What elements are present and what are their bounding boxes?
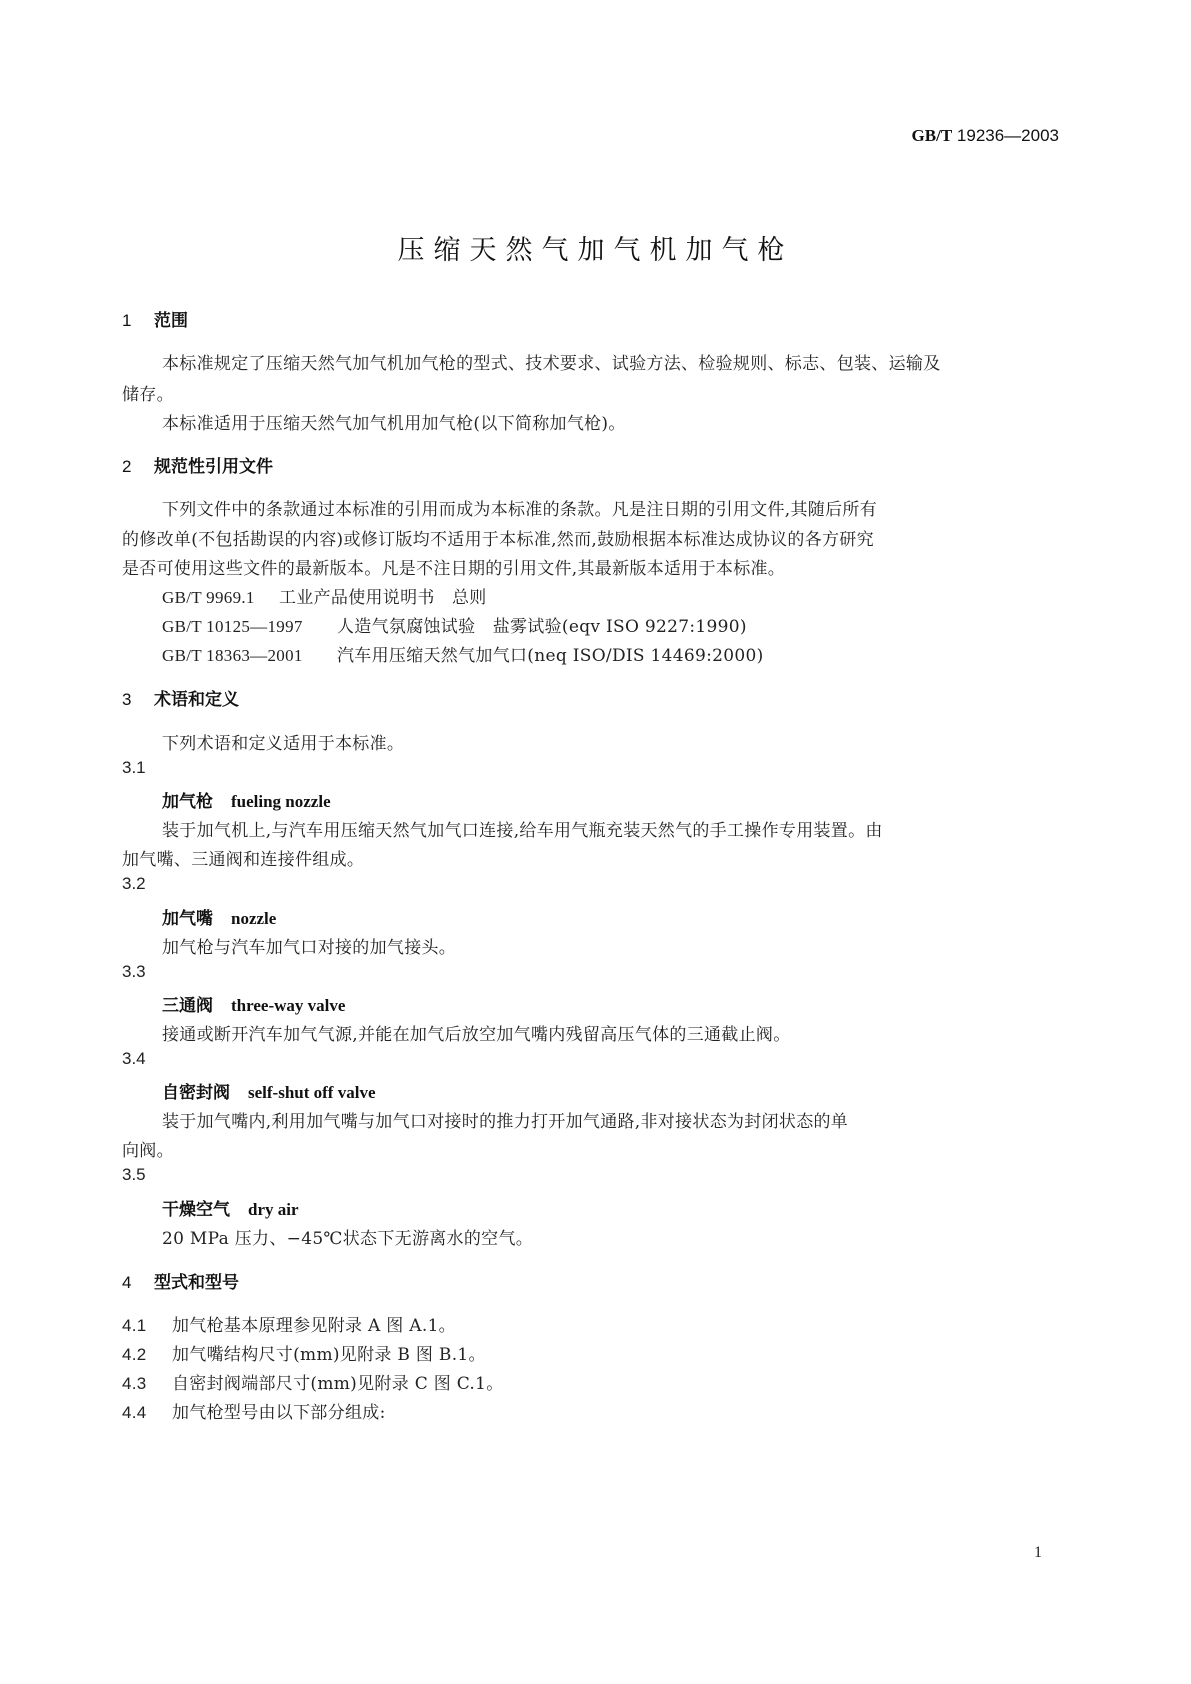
standard-code bbox=[912, 126, 1059, 146]
reference-code: GB/T 18363—2001 bbox=[162, 646, 303, 665]
paragraph-line: 的修改单(不包括勘误的内容)或修订版均不适用于本标准,然而,鼓励根据本标准达成协议的各方研究 bbox=[122, 530, 874, 550]
reference-title: 人造气氛腐蚀试验 盐雾试验(eqv ISO 9227:1990) bbox=[337, 617, 747, 637]
definition-line: 接通或断开汽车加气气源,并能在加气后放空加气嘴内残留高压气体的三通截止阀。 bbox=[162, 1025, 791, 1045]
subclause-text: 加气枪型号由以下部分组成: bbox=[172, 1403, 386, 1423]
term-chinese: 加气枪 bbox=[162, 792, 213, 812]
reference-item bbox=[162, 641, 764, 666]
paragraph: 本标准适用于压缩天然气加气机用加气枪(以下简称加气枪)。 bbox=[162, 414, 626, 434]
subclause-item bbox=[122, 1369, 504, 1394]
section-number: 1 bbox=[122, 311, 132, 330]
section-number: 2 bbox=[122, 457, 132, 476]
paragraph-line: 是否可使用这些文件的最新版本。凡是不注日期的引用文件,其最新版本适用于本标准。 bbox=[122, 559, 786, 579]
subclause-item bbox=[122, 1398, 386, 1423]
reference-item bbox=[162, 583, 487, 608]
term-english: self-shut off valve bbox=[248, 1083, 376, 1102]
subclause-number: 4.1 bbox=[122, 1316, 147, 1335]
term-english: dry air bbox=[248, 1200, 299, 1219]
term-heading bbox=[162, 1078, 375, 1103]
clause-number: 3.3 bbox=[122, 962, 146, 981]
term-chinese: 自密封阀 bbox=[162, 1083, 230, 1103]
subclause-number: 4.2 bbox=[122, 1345, 147, 1364]
section-3-heading bbox=[122, 685, 239, 710]
section-title: 型式和型号 bbox=[154, 1273, 239, 1293]
standard-prefix: GB/T bbox=[911, 126, 953, 145]
reference-code: GB/T 9969.1 bbox=[162, 588, 255, 607]
term-heading bbox=[162, 904, 276, 929]
reference-title: 汽车用压缩天然气加气口(neq ISO/DIS 14469:2000) bbox=[337, 646, 764, 666]
section-number: 4 bbox=[122, 1273, 132, 1292]
term-english: three-way valve bbox=[231, 996, 346, 1015]
definition-line: 装于加气机上,与汽车用压缩天然气加气口连接,给车用气瓶充装天然气的手工操作专用装置。由 bbox=[162, 821, 883, 841]
section-number: 3 bbox=[122, 690, 132, 709]
definition-line: 加气枪与汽车加气口对接的加气接头。 bbox=[162, 938, 457, 958]
page-number: 1 bbox=[1034, 1544, 1042, 1561]
definition-line: 加气嘴、三通阀和连接件组成。 bbox=[122, 850, 365, 870]
paragraph: 下列术语和定义适用于本标准。 bbox=[162, 734, 405, 754]
document-title: 压缩天然气加气机加气枪 bbox=[397, 235, 794, 266]
subclause-item bbox=[122, 1340, 486, 1365]
definition-line: 20 MPa 压力、−45℃状态下无游离水的空气。 bbox=[162, 1229, 534, 1249]
reference-item bbox=[162, 612, 747, 637]
section-title: 术语和定义 bbox=[154, 690, 239, 710]
subclause-item bbox=[122, 1311, 456, 1336]
term-heading bbox=[162, 1195, 299, 1220]
clause-number: 3.1 bbox=[122, 758, 146, 777]
definition-line: 向阀。 bbox=[122, 1141, 174, 1161]
paragraph-line: 下列文件中的条款通过本标准的引用而成为本标准的条款。凡是注日期的引用文件,其随后所有 bbox=[162, 500, 878, 520]
subclause-number: 4.3 bbox=[122, 1374, 147, 1393]
subclause-text: 自密封阀端部尺寸(mm)见附录 C 图 C.1。 bbox=[172, 1374, 504, 1394]
term-english: nozzle bbox=[231, 909, 277, 928]
term-chinese: 三通阀 bbox=[162, 996, 213, 1016]
definition-line: 装于加气嘴内,利用加气嘴与加气口对接时的推力打开加气通路,非对接状态为封闭状态的单 bbox=[162, 1112, 849, 1132]
section-4-heading bbox=[122, 1268, 239, 1293]
term-english: fueling nozzle bbox=[231, 792, 331, 811]
subclause-text: 加气枪基本原理参见附录 A 图 A.1。 bbox=[172, 1316, 456, 1336]
subclause-text: 加气嘴结构尺寸(mm)见附录 B 图 B.1。 bbox=[172, 1345, 486, 1365]
section-2-heading bbox=[122, 452, 273, 477]
section-1-heading bbox=[122, 306, 188, 331]
term-chinese: 干燥空气 bbox=[162, 1200, 230, 1220]
clause-number: 3.5 bbox=[122, 1165, 146, 1184]
reference-title: 工业产品使用说明书 总则 bbox=[279, 588, 487, 608]
clause-number: 3.2 bbox=[122, 874, 146, 893]
standard-number: 19236—2003 bbox=[956, 126, 1059, 145]
paragraph-line: 本标准规定了压缩天然气加气机加气枪的型式、技术要求、试验方法、检验规则、标志、包装、运输及 bbox=[162, 354, 941, 374]
term-heading bbox=[162, 787, 331, 812]
section-title: 规范性引用文件 bbox=[154, 457, 273, 477]
term-heading bbox=[162, 991, 345, 1016]
subclause-number: 4.4 bbox=[122, 1403, 147, 1422]
paragraph-line: 储存。 bbox=[122, 385, 174, 405]
section-title: 范围 bbox=[154, 311, 188, 331]
reference-code: GB/T 10125—1997 bbox=[162, 617, 303, 636]
term-chinese: 加气嘴 bbox=[162, 909, 213, 929]
clause-number: 3.4 bbox=[122, 1049, 146, 1068]
